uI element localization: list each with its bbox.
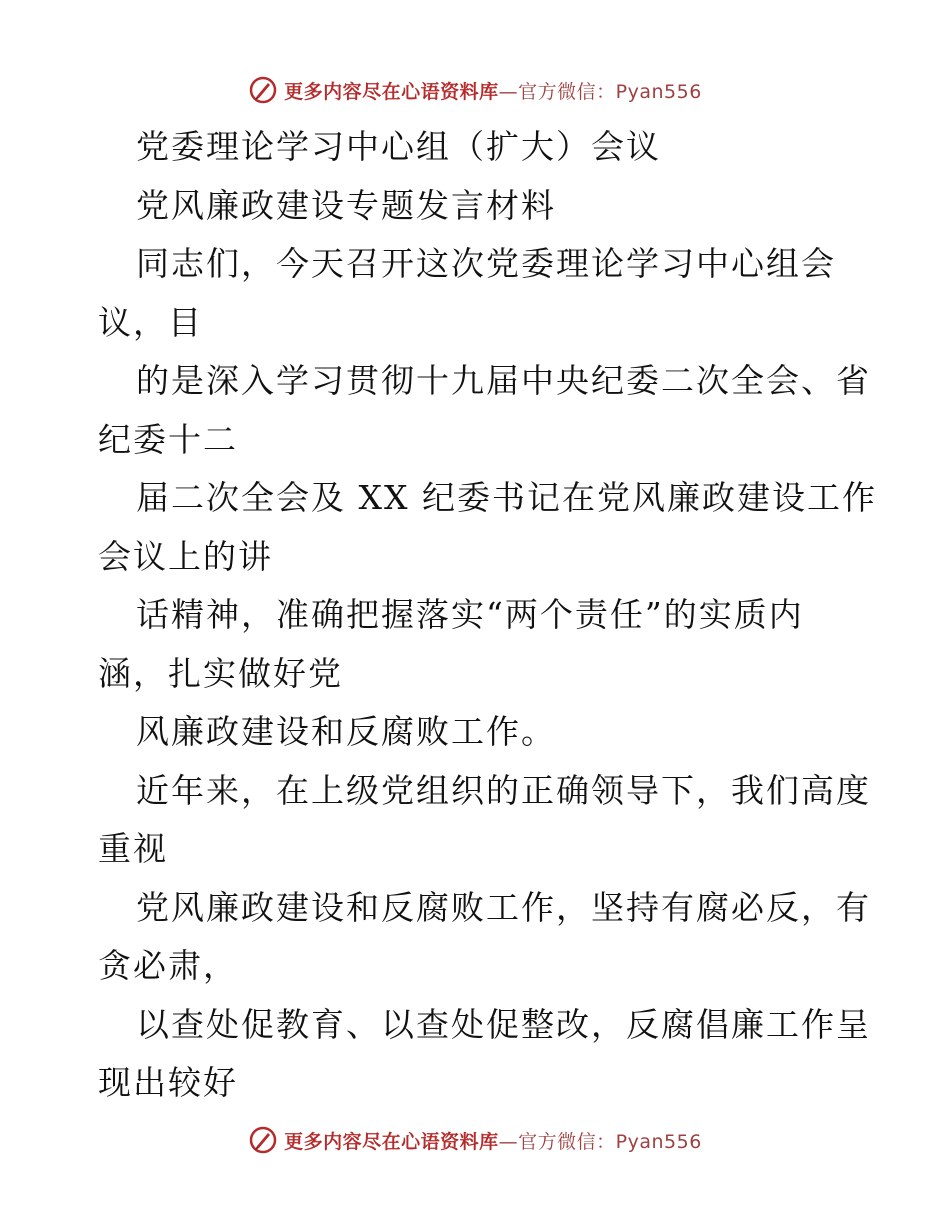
text-line: 党委理论学习中心组（扩大）会议 — [136, 127, 661, 166]
text-line: 党风廉政建设专题发言材料 — [136, 185, 556, 225]
text-line: 重视 — [98, 829, 168, 868]
text-line: 同志们，今天召开这次党委理论学习中心组会 — [136, 244, 836, 283]
text-line: 会议上的讲 — [98, 536, 273, 576]
header-watermark — [0, 70, 950, 110]
text-line: 近年来，在上级党组织的正确领导下，我们高度 — [136, 770, 871, 810]
document-body — [98, 118, 877, 1113]
text-line: 党风廉政建设和反腐败工作，坚持有腐必反，有 — [136, 887, 871, 927]
text-line: 话精神，准确把握落实“两个责任”的实质内 — [136, 595, 804, 634]
watermark-text — [284, 77, 702, 104]
text-line: 的是深入学习贯彻十九届中央纪委二次全会、省 — [136, 361, 871, 400]
watermark-text — [284, 1127, 702, 1154]
text-line: 现出较好 — [98, 1063, 238, 1102]
text-line: 风廉政建设和反腐败工作。 — [136, 712, 556, 751]
text-line: 届二次全会及 XX 纪委书记在党风廉政建设工作 — [136, 478, 877, 517]
quill-pen-logo-icon — [248, 75, 278, 105]
text-line: 议，目 — [98, 302, 203, 342]
text-line: 以查处促教育、以查处促整改，反腐倡廉工作呈 — [136, 1004, 871, 1044]
quill-pen-logo-icon — [248, 1125, 278, 1155]
text-line: 纪委十二 — [98, 419, 238, 459]
text-line: 涵，扎实做好党 — [98, 653, 343, 693]
watermark-brand: 更多内容尽在心语资料库 — [284, 1130, 499, 1153]
text-line: 贪必肃， — [98, 946, 238, 985]
watermark-brand: 更多内容尽在心语资料库 — [284, 80, 499, 103]
watermark-contact: —官方微信：Pyan556 — [498, 80, 702, 103]
watermark-contact: —官方微信：Pyan556 — [498, 1130, 702, 1153]
footer-watermark — [0, 1120, 950, 1160]
